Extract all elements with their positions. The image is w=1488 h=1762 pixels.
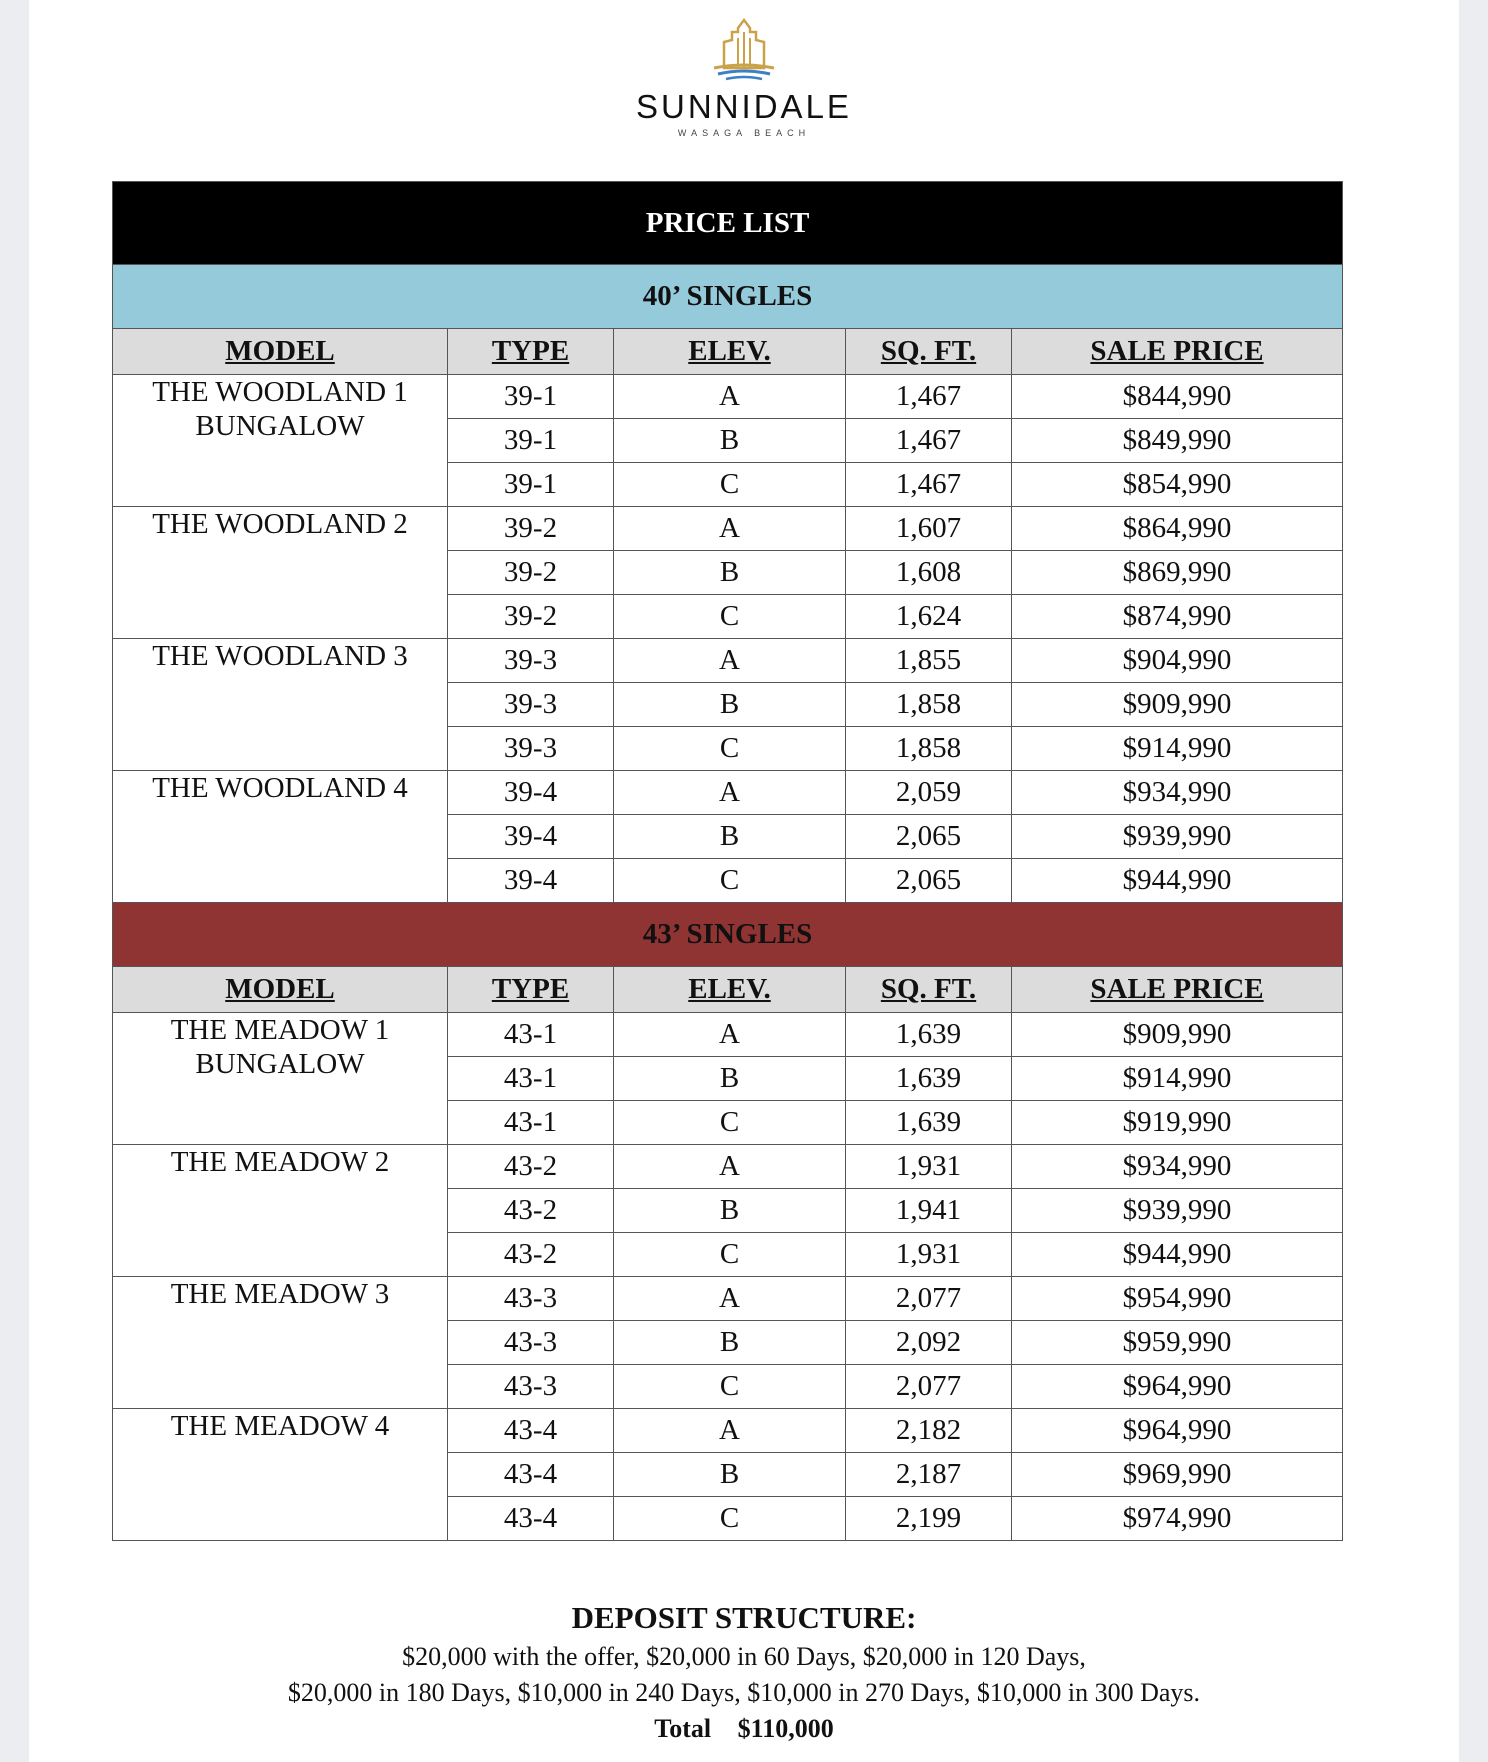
elevation-cell: C	[614, 1233, 846, 1277]
sale-price-cell: $849,990	[1012, 419, 1343, 463]
sale-price-cell: $969,990	[1012, 1453, 1343, 1497]
brand-subtitle: WASAGA BEACH	[677, 128, 811, 138]
table-row	[113, 1277, 1343, 1321]
type-cell: 39-4	[448, 771, 614, 815]
model-name-cell: THE WOODLAND 1 BUNGALOW	[113, 375, 448, 507]
sale-price-cell: $914,990	[1012, 727, 1343, 771]
document-page	[29, 0, 1459, 1762]
deposit-total	[29, 1714, 1459, 1744]
column-header-row	[113, 329, 1343, 375]
sale-price-cell: $939,990	[1012, 815, 1343, 859]
column-header: MODEL	[113, 967, 448, 1013]
type-cell: 43-2	[448, 1189, 614, 1233]
sale-price-cell: $914,990	[1012, 1057, 1343, 1101]
sqft-cell: 1,607	[846, 507, 1012, 551]
elevation-cell: A	[614, 771, 846, 815]
sale-price-cell: $874,990	[1012, 595, 1343, 639]
column-header: SALE PRICE	[1012, 329, 1343, 375]
sqft-cell: 1,858	[846, 727, 1012, 771]
sale-price-cell: $954,990	[1012, 1277, 1343, 1321]
sale-price-cell: $909,990	[1012, 1013, 1343, 1057]
table-row	[113, 507, 1343, 551]
model-name-cell: THE MEADOW 1 BUNGALOW	[113, 1013, 448, 1145]
sqft-cell: 2,065	[846, 859, 1012, 903]
sale-price-cell: $869,990	[1012, 551, 1343, 595]
sale-price-cell: $964,990	[1012, 1365, 1343, 1409]
sale-price-cell: $974,990	[1012, 1497, 1343, 1541]
sale-price-cell: $944,990	[1012, 859, 1343, 903]
deposit-total-value: $110,000	[737, 1714, 834, 1743]
type-cell: 39-1	[448, 419, 614, 463]
sale-price-cell: $854,990	[1012, 463, 1343, 507]
table-row	[113, 771, 1343, 815]
sqft-cell: 1,639	[846, 1013, 1012, 1057]
elevation-cell: B	[614, 1321, 846, 1365]
elevation-cell: A	[614, 639, 846, 683]
brand-logo	[29, 18, 1459, 138]
sqft-cell: 1,931	[846, 1233, 1012, 1277]
table-row	[113, 1013, 1343, 1057]
deposit-total-label: Total	[654, 1714, 712, 1743]
elevation-cell: A	[614, 1409, 846, 1453]
section-header-row	[113, 265, 1343, 329]
type-cell: 43-3	[448, 1277, 614, 1321]
sqft-cell: 1,467	[846, 419, 1012, 463]
sale-price-cell: $939,990	[1012, 1189, 1343, 1233]
elevation-cell: A	[614, 1145, 846, 1189]
brand-name: SUNNIDALE	[636, 88, 852, 125]
section-header-row	[113, 903, 1343, 967]
table-row	[113, 1409, 1343, 1453]
sqft-cell: 2,077	[846, 1365, 1012, 1409]
type-cell: 43-1	[448, 1013, 614, 1057]
sqft-cell: 1,467	[846, 375, 1012, 419]
model-name-cell: THE MEADOW 2	[113, 1145, 448, 1277]
elevation-cell: B	[614, 815, 846, 859]
sqft-cell: 2,065	[846, 815, 1012, 859]
elevation-cell: A	[614, 507, 846, 551]
sale-price-cell: $909,990	[1012, 683, 1343, 727]
type-cell: 39-2	[448, 507, 614, 551]
type-cell: 39-2	[448, 551, 614, 595]
sqft-cell: 2,059	[846, 771, 1012, 815]
column-header: ELEV.	[614, 967, 846, 1013]
type-cell: 43-3	[448, 1365, 614, 1409]
type-cell: 43-1	[448, 1101, 614, 1145]
sqft-cell: 2,092	[846, 1321, 1012, 1365]
elevation-cell: C	[614, 595, 846, 639]
column-header-row	[113, 967, 1343, 1013]
sqft-cell: 1,941	[846, 1189, 1012, 1233]
type-cell: 39-3	[448, 727, 614, 771]
section-title: 40’ SINGLES	[113, 265, 1343, 329]
sqft-cell: 2,187	[846, 1453, 1012, 1497]
sqft-cell: 2,182	[846, 1409, 1012, 1453]
type-cell: 39-4	[448, 859, 614, 903]
sale-price-cell: $844,990	[1012, 375, 1343, 419]
column-header: SQ. FT.	[846, 967, 1012, 1013]
elevation-cell: C	[614, 463, 846, 507]
elevation-cell: A	[614, 1013, 846, 1057]
type-cell: 43-4	[448, 1497, 614, 1541]
elevation-cell: B	[614, 419, 846, 463]
sqft-cell: 1,639	[846, 1057, 1012, 1101]
section-title: 43’ SINGLES	[113, 903, 1343, 967]
elevation-cell: B	[614, 551, 846, 595]
type-cell: 43-3	[448, 1321, 614, 1365]
sale-price-cell: $944,990	[1012, 1233, 1343, 1277]
type-cell: 39-2	[448, 595, 614, 639]
sqft-cell: 2,199	[846, 1497, 1012, 1541]
page-title: PRICE LIST	[113, 182, 1343, 265]
sale-price-cell: $964,990	[1012, 1409, 1343, 1453]
type-cell: 43-1	[448, 1057, 614, 1101]
elevation-cell: B	[614, 1453, 846, 1497]
elevation-cell: B	[614, 683, 846, 727]
deposit-line-2: $20,000 in 180 Days, $10,000 in 240 Days, $10,000 in 270 Days, $10,000 in 300 Days.	[287, 1678, 1201, 1707]
model-name-cell: THE MEADOW 4	[113, 1409, 448, 1541]
type-cell: 39-3	[448, 683, 614, 727]
type-cell: 39-1	[448, 463, 614, 507]
sale-price-cell: $864,990	[1012, 507, 1343, 551]
model-name-cell: THE MEADOW 3	[113, 1277, 448, 1409]
sale-price-cell: $934,990	[1012, 1145, 1343, 1189]
sqft-cell: 1,858	[846, 683, 1012, 727]
column-header: MODEL	[113, 329, 448, 375]
elevation-cell: C	[614, 1365, 846, 1409]
column-header: ELEV.	[614, 329, 846, 375]
building-icon	[704, 18, 784, 82]
sale-price-cell: $959,990	[1012, 1321, 1343, 1365]
type-cell: 43-2	[448, 1145, 614, 1189]
sqft-cell: 1,467	[846, 463, 1012, 507]
elevation-cell: B	[614, 1057, 846, 1101]
elevation-cell: C	[614, 1101, 846, 1145]
type-cell: 39-3	[448, 639, 614, 683]
table-row	[113, 1145, 1343, 1189]
sqft-cell: 1,931	[846, 1145, 1012, 1189]
type-cell: 39-4	[448, 815, 614, 859]
elevation-cell: C	[614, 859, 846, 903]
sqft-cell: 2,077	[846, 1277, 1012, 1321]
type-cell: 39-1	[448, 375, 614, 419]
elevation-cell: C	[614, 1497, 846, 1541]
deposit-line-1: $20,000 with the offer, $20,000 in 60 Days, $20,000 in 120 Days,	[402, 1642, 1086, 1671]
price-list-table	[112, 181, 1343, 1541]
sqft-cell: 1,608	[846, 551, 1012, 595]
title-row	[113, 182, 1343, 265]
column-header: SALE PRICE	[1012, 967, 1343, 1013]
sale-price-cell: $904,990	[1012, 639, 1343, 683]
column-header: TYPE	[448, 329, 614, 375]
elevation-cell: A	[614, 375, 846, 419]
model-name-cell: THE WOODLAND 2	[113, 507, 448, 639]
sale-price-cell: $934,990	[1012, 771, 1343, 815]
model-name-cell: THE WOODLAND 3	[113, 639, 448, 771]
elevation-cell: A	[614, 1277, 846, 1321]
type-cell: 43-2	[448, 1233, 614, 1277]
sqft-cell: 1,624	[846, 595, 1012, 639]
sqft-cell: 1,855	[846, 639, 1012, 683]
column-header: TYPE	[448, 967, 614, 1013]
table-row	[113, 375, 1343, 419]
elevation-cell: B	[614, 1189, 846, 1233]
deposit-structure	[29, 1600, 1459, 1744]
type-cell: 43-4	[448, 1409, 614, 1453]
deposit-title: DEPOSIT STRUCTURE:	[571, 1600, 917, 1635]
sqft-cell: 1,639	[846, 1101, 1012, 1145]
model-name-cell: THE WOODLAND 4	[113, 771, 448, 903]
column-header: SQ. FT.	[846, 329, 1012, 375]
type-cell: 43-4	[448, 1453, 614, 1497]
elevation-cell: C	[614, 727, 846, 771]
table-row	[113, 639, 1343, 683]
sale-price-cell: $919,990	[1012, 1101, 1343, 1145]
